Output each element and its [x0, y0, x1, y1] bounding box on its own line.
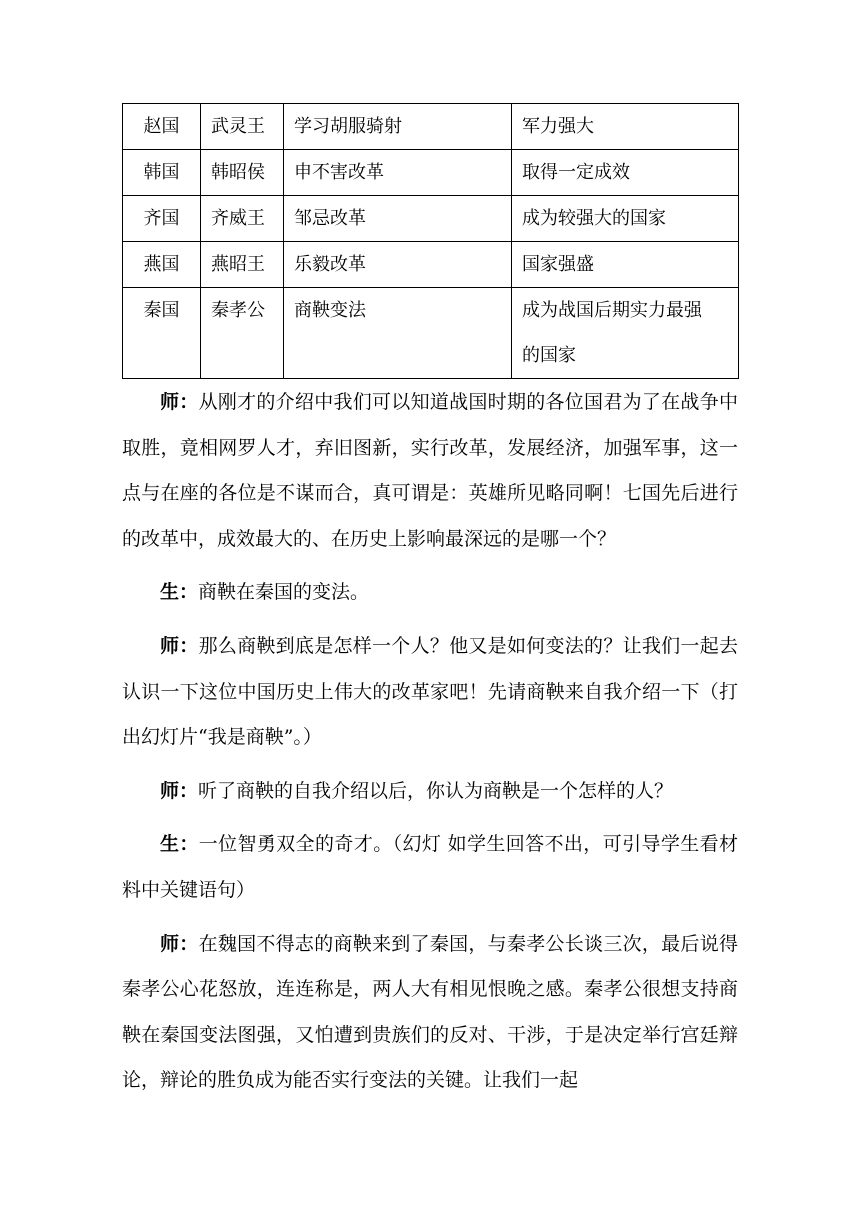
table-row: [123, 288, 739, 379]
speaker-label: 生：: [160, 581, 199, 604]
dialogue-paragraph: [122, 380, 738, 562]
result-cell: 军力强大: [512, 104, 739, 150]
dialogue-paragraph: [122, 922, 738, 1104]
state-cell: 韩国: [123, 150, 201, 196]
ruler-cell: 齐威王: [201, 196, 284, 242]
paragraph-text: 听了商鞅的自我介绍以后，你认为商鞅是一个怎样的人？: [198, 779, 674, 802]
paragraph-text: 从刚才的介绍中我们可以知道战国时期的各位国君为了在战争中取胜，竟相网罗人才，弃旧图新，实行改革，发展经济，加强军事，这一点与在座的各位是不谋而合，真可谓是：英雄所见略同啊！七国先后进行的改革中，成效最大的、在历史上影响最深远的是哪一个？: [122, 391, 738, 550]
speaker-label: 师：: [160, 391, 199, 413]
ruler-cell: 秦孝公: [201, 288, 284, 379]
reform-table: [122, 103, 739, 379]
dialogue-text: [122, 380, 738, 1112]
reform-table-container: [122, 103, 738, 379]
table-row: [123, 150, 739, 196]
table-row: [123, 104, 739, 150]
table-row: [123, 196, 739, 242]
reform-cell: 邹忌改革: [284, 196, 512, 242]
reform-cell: 申不害改革: [284, 150, 512, 196]
speaker-label: 师：: [160, 779, 199, 802]
result-line: 的国家: [522, 345, 576, 366]
speaker-label: 师：: [160, 932, 199, 955]
table-row: [123, 242, 739, 288]
result-cell: 取得一定成效: [512, 150, 739, 196]
dialogue-paragraph: [122, 769, 738, 815]
reform-cell: 学习胡服骑射: [284, 104, 512, 150]
dialogue-paragraph: [122, 624, 738, 761]
ruler-cell: 燕昭王: [201, 242, 284, 288]
reform-cell: 乐毅改革: [284, 242, 512, 288]
reform-cell: 商鞅变法: [284, 288, 512, 379]
dialogue-paragraph: [122, 570, 738, 616]
dialogue-paragraph: [122, 822, 738, 913]
result-cell: [512, 288, 739, 379]
paragraph-text: 一位智勇双全的奇才。（幻灯 如学生回答不出，可引导学生看材料中关键语句）: [122, 833, 738, 901]
paragraph-text: 商鞅在秦国的变法。: [198, 581, 370, 604]
paragraph-text: 在魏国不得志的商鞅来到了秦国，与秦孝公长谈三次，最后说得秦孝公心花怒放，连连称是，两人大有相见恨晚之感。秦孝公很想支持商鞅在秦国变法图强，又怕遭到贵族们的反对、干涉，于是决定举行宫廷辩论，辩论的胜负成为能否实行变法的关键。让我们一起: [122, 932, 738, 1092]
result-line: 成为战国后期实力最强: [522, 300, 702, 321]
state-cell: 齐国: [123, 196, 201, 242]
state-cell: 秦国: [123, 288, 201, 379]
ruler-cell: 武灵王: [201, 104, 284, 150]
paragraph-text: 那么商鞅到底是怎样一个人？他又是如何变法的？让我们一起去认识一下这位中国历史上伟大的改革家吧！先请商鞅来自我介绍一下（打出幻灯片“我是商鞅”。）: [122, 634, 738, 749]
speaker-label: 生：: [160, 833, 199, 856]
state-cell: 赵国: [123, 104, 201, 150]
result-cell: 国家强盛: [512, 242, 739, 288]
ruler-cell: 韩昭侯: [201, 150, 284, 196]
result-cell: 成为较强大的国家: [512, 196, 739, 242]
speaker-label: 师：: [160, 634, 199, 657]
state-cell: 燕国: [123, 242, 201, 288]
